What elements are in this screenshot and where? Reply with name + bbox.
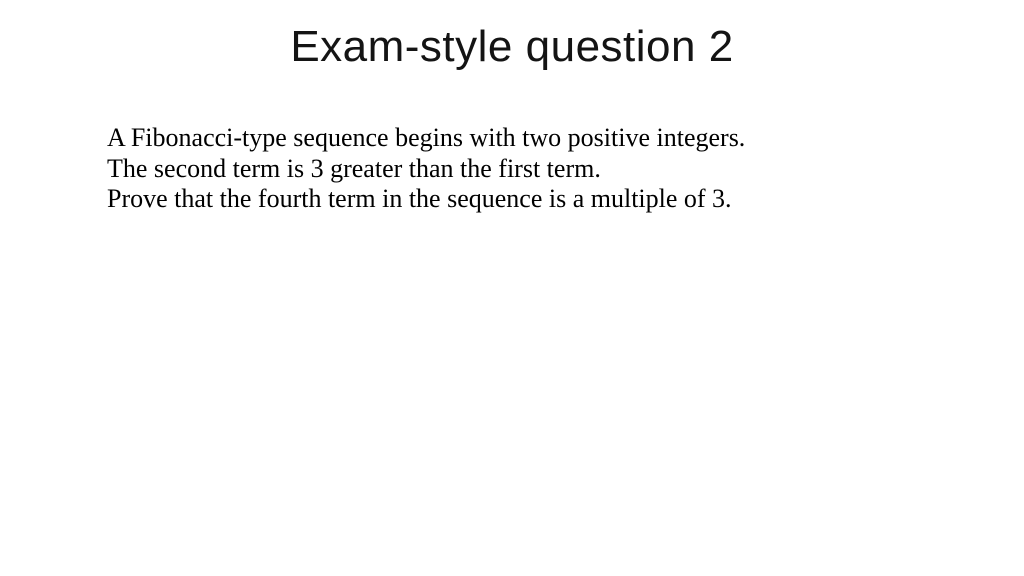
question-line-3: Prove that the fourth term in the sequence is a multiple of 3.	[107, 184, 732, 213]
slide-title: Exam-style question 2	[290, 22, 734, 71]
question-text	[107, 123, 745, 215]
question-line-2: The second term is 3 greater than the first term.	[107, 153, 601, 183]
question-line-1: A Fibonacci-type sequence begins with two positive integers.	[107, 123, 746, 152]
